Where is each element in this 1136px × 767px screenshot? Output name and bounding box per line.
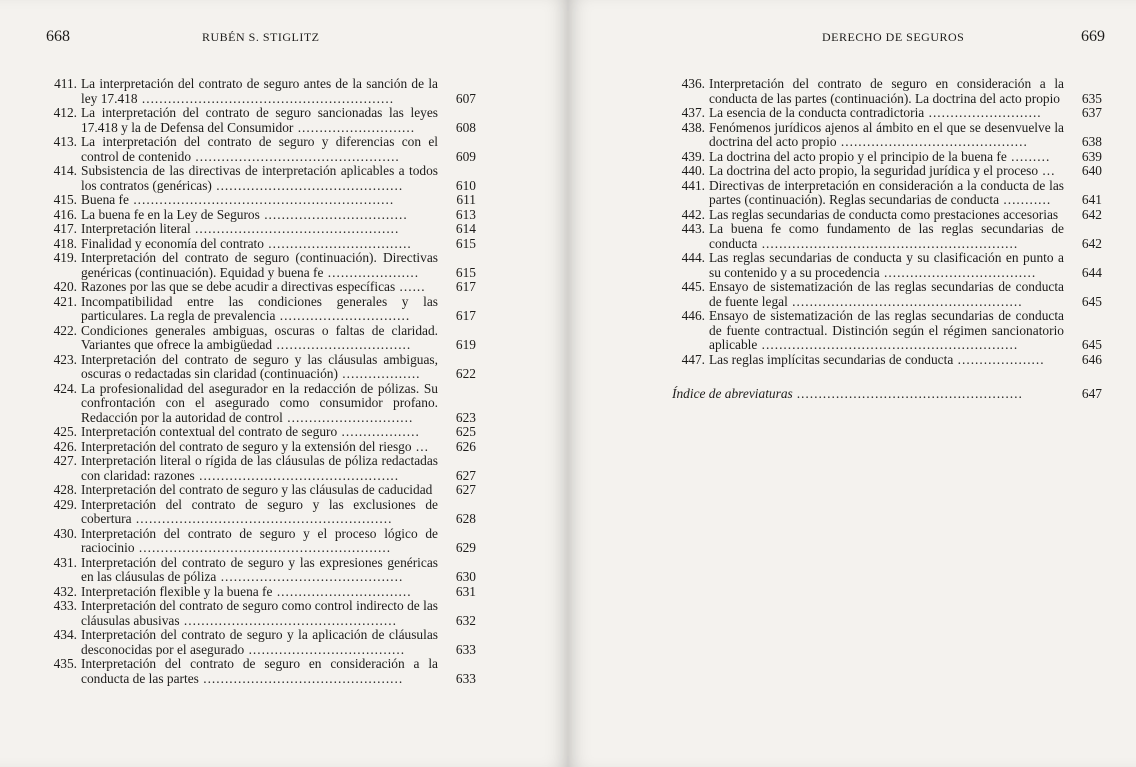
index-entry-title	[672, 387, 1064, 402]
section-number: 418.	[53, 235, 77, 251]
entry-text: Interpretación flexible y la buena fe	[81, 583, 273, 599]
toc-entry	[672, 164, 1102, 179]
entry-text: Interpretación del contrato de seguro y las expresiones genéricas en las cláusulas de póliza	[81, 554, 438, 584]
section-number: 447.	[681, 351, 705, 367]
entry-text: La doctrina del acto propio y el principio de la buena fe	[709, 148, 1007, 164]
entry-text: Interpretación contextual del contrato de seguro	[81, 424, 338, 439]
dot-leader: ..........................................................	[134, 540, 392, 555]
section-number: 444.	[681, 250, 705, 265]
dot-leader: ....................	[953, 351, 1045, 367]
section-title	[81, 353, 438, 382]
page-number: 668	[46, 28, 70, 45]
dot-leader: ...........................................................	[757, 337, 1019, 352]
dot-leader: ...............................................	[190, 221, 400, 236]
entry-text: La profesionalidad del asegurador en la redacción de pólizas. Su confrontación con el asegurado como consumidor profano. Redacción por la autoridad de control	[81, 380, 438, 425]
page-reference: 628	[455, 511, 476, 526]
page-reference: 630	[455, 569, 476, 584]
section-title	[709, 280, 1064, 309]
page-reference: 610	[455, 177, 476, 193]
page-reference: 608	[455, 119, 476, 135]
page-reference: 642	[1081, 206, 1102, 222]
dot-leader: ..............................	[275, 308, 411, 323]
toc-entry	[44, 324, 476, 353]
entry-text: Interpretación del contrato de seguro en consideración a la conducta de las partes (continuación). La doctrina del acto propio	[709, 76, 1064, 106]
page-reference: 615	[455, 235, 476, 251]
section-number: 412.	[53, 105, 77, 120]
toc-entry	[672, 208, 1102, 223]
section-title	[81, 135, 438, 164]
dot-leader: ............................................................	[128, 192, 395, 207]
entry-text: Ensayo de sistematización de las reglas secundarias de conducta de fuente legal	[709, 279, 1064, 309]
section-title	[709, 164, 1064, 179]
entry-text: Buena fe	[81, 192, 129, 207]
section-title	[709, 150, 1064, 165]
dot-leader: .....................	[323, 264, 420, 280]
entry-text: Índice de abreviaturas	[672, 386, 793, 401]
dot-leader: ..................	[337, 424, 420, 439]
section-number: 433.	[53, 598, 77, 613]
toc-entry	[672, 222, 1102, 251]
toc-entry	[44, 440, 476, 455]
section-title	[709, 121, 1064, 150]
entry-text: Razones por las que se debe acudir a directivas específicas	[81, 279, 396, 294]
section-title	[81, 77, 438, 106]
toc-entry	[672, 353, 1102, 368]
dot-leader: ..........................................	[216, 569, 404, 584]
section-number: 437.	[681, 105, 705, 120]
section-number: 425.	[53, 424, 77, 439]
toc-entry	[672, 251, 1102, 280]
section-title	[81, 483, 438, 498]
section-title	[81, 208, 438, 223]
dot-leader: ...............................	[272, 337, 412, 352]
page-reference: 635	[1081, 90, 1102, 106]
page-reference: 625	[455, 424, 476, 439]
dot-leader: ...........................................	[211, 177, 404, 193]
right-page	[568, 0, 1136, 767]
section-number: 417.	[53, 221, 77, 236]
entry-text: Fenómenos jurídicos ajenos al ámbito en el que se desenvuelve la doctrina del acto propio	[709, 119, 1064, 149]
section-number: 439.	[681, 148, 705, 164]
toc-entry	[672, 150, 1102, 165]
section-title	[81, 599, 438, 628]
entry-text: Las reglas secundarias de conducta como prestaciones accesorias	[709, 206, 1059, 222]
toc-entry	[44, 556, 476, 585]
page-reference: 645	[1081, 337, 1102, 352]
entry-text: Interpretación literal	[81, 221, 191, 236]
entry-text: La interpretación del contrato de seguro sancionadas las leyes 17.418 y la de Defensa del Consumidor	[81, 105, 438, 135]
section-title	[81, 280, 438, 295]
section-title	[81, 527, 438, 556]
section-title	[81, 498, 438, 527]
entry-text: Interpretación del contrato de seguro y las cláusulas de caducidad	[81, 482, 433, 497]
toc-entry	[44, 498, 476, 527]
toc-entry	[672, 77, 1102, 106]
section-title	[81, 106, 438, 135]
dot-leader: ..........................................................	[137, 90, 395, 106]
section-number: 424.	[53, 380, 77, 396]
section-number: 422.	[53, 322, 77, 338]
page-reference: 617	[455, 279, 476, 294]
section-title	[81, 628, 438, 657]
page-reference: 640	[1081, 163, 1102, 178]
page-reference: 622	[455, 366, 476, 381]
section-number: 441.	[681, 177, 705, 193]
toc-entry	[44, 628, 476, 657]
section-title	[81, 382, 438, 426]
section-number: 445.	[681, 279, 705, 294]
entry-text: Interpretación del contrato de seguro y las cláusulas ambiguas, oscuras o redactadas sin claridad (continuación)	[81, 351, 438, 381]
section-number: 442.	[681, 206, 705, 222]
toc-entry	[44, 527, 476, 556]
dot-leader: ...	[411, 438, 429, 454]
entry-text: Finalidad y economía del contrato	[81, 235, 264, 251]
page-reference: 632	[455, 612, 476, 628]
section-number: 427.	[53, 453, 77, 468]
dot-leader: ...........................	[293, 119, 416, 135]
section-title	[81, 222, 438, 237]
toc-entry	[44, 135, 476, 164]
toc-entry	[44, 353, 476, 382]
entry-text: Interpretación del contrato de seguro y las exclusiones de cobertura	[81, 496, 438, 526]
page-reference: 613	[455, 206, 476, 222]
page-reference: 638	[1081, 134, 1102, 149]
entry-text: La interpretación del contrato de seguro antes de la sanción de la ley 17.418	[81, 76, 438, 106]
page-reference: 626	[455, 438, 476, 454]
section-title	[81, 454, 438, 483]
page-reference: 631	[455, 583, 476, 599]
page-reference: 609	[455, 148, 476, 164]
toc-entry	[44, 208, 476, 223]
page-reference: 644	[1081, 264, 1102, 280]
entry-text: La esencia de la conducta contradictoria	[709, 105, 925, 120]
section-title	[81, 193, 438, 208]
toc-entry	[672, 121, 1102, 150]
page-reference: 623	[455, 409, 476, 425]
dot-leader: ....................................................	[792, 386, 1024, 401]
toc-entry	[44, 251, 476, 280]
dot-leader: ..................	[337, 366, 421, 381]
toc-entry	[44, 193, 476, 208]
section-title	[81, 425, 438, 440]
dot-leader: ...............................................	[191, 148, 400, 164]
section-title	[709, 222, 1064, 251]
section-title	[709, 106, 1064, 121]
entry-text: Interpretación del contrato de seguro y la aplicación de cláusulas desconocidas por el asegurado	[81, 627, 438, 657]
entry-text: Subsistencia de las directivas de interpretación aplicables a todos los contratos (genéricas)	[81, 163, 438, 193]
page-reference: 611	[456, 192, 476, 207]
toc-entry	[672, 309, 1102, 353]
index-entry	[672, 387, 1102, 402]
section-title	[709, 208, 1064, 223]
section-number: 435.	[53, 656, 77, 671]
toc-entry	[44, 454, 476, 483]
entry-text: Interpretación del contrato de seguro (continuación). Directivas genéricas (continuación). Equidad y buena fe	[81, 250, 438, 280]
toc-entry	[44, 585, 476, 600]
page-reference: 615	[455, 264, 476, 280]
dot-leader: ...............................	[272, 583, 412, 599]
toc-list-right	[672, 77, 1102, 402]
dot-leader: ..........................	[924, 105, 1042, 120]
section-title	[709, 179, 1064, 208]
dot-leader: ...	[1038, 163, 1056, 178]
section-number: 434.	[53, 627, 77, 642]
dot-leader: ...................................	[879, 264, 1037, 280]
page-reference: 645	[1081, 293, 1102, 309]
toc-list-left	[44, 77, 476, 686]
page-reference: 642	[1081, 235, 1102, 251]
dot-leader: ......	[395, 279, 426, 294]
toc-entry	[44, 483, 476, 498]
entry-text: La doctrina del acto propio, la seguridad jurídica y el proceso	[709, 163, 1039, 178]
toc-entry	[44, 295, 476, 324]
page-reference: 617	[455, 308, 476, 323]
dot-leader: .................................................	[179, 612, 397, 628]
toc-entry	[44, 657, 476, 686]
section-number: 421.	[53, 293, 77, 309]
page-reference: 627	[455, 467, 476, 483]
section-number: 443.	[681, 221, 705, 236]
section-title	[81, 440, 438, 455]
dot-leader: .....................................................	[787, 293, 1023, 309]
page-reference: 639	[1081, 148, 1102, 164]
page-reference: 647	[1081, 386, 1102, 401]
entry-text: Ensayo de sistematización de las reglas secundarias de conducta de fuente contractual. Distinción según el régimen sancionatorio aplicable	[709, 308, 1064, 352]
entry-text: La interpretación del contrato de seguro y diferencias con el control de contenido	[81, 134, 438, 164]
entry-text: La buena fe en la Ley de Seguros	[81, 206, 260, 222]
dot-leader: ..............................................	[198, 670, 404, 686]
dot-leader: ...........................................	[836, 134, 1028, 149]
section-title	[709, 77, 1064, 106]
section-title	[709, 251, 1064, 280]
dot-leader: ..............................................	[194, 467, 400, 483]
section-number: 420.	[53, 279, 77, 294]
running-head: DERECHO DE SEGUROS	[822, 30, 965, 44]
section-number: 419.	[53, 250, 77, 265]
section-number: 415.	[53, 192, 77, 207]
section-title	[709, 353, 1064, 368]
dot-leader: .............................	[282, 409, 414, 425]
toc-entry	[44, 599, 476, 628]
section-number: 430.	[53, 525, 77, 541]
page-reference: 607	[455, 90, 476, 106]
toc-entry	[44, 280, 476, 295]
page-reference: 629	[455, 540, 476, 555]
dot-leader: .................................	[263, 235, 412, 251]
section-title	[81, 295, 438, 324]
section-title	[81, 585, 438, 600]
toc-entry	[672, 280, 1102, 309]
section-number: 414.	[53, 163, 77, 178]
section-title	[81, 251, 438, 280]
dot-leader: ....................................	[244, 641, 406, 657]
section-title	[81, 556, 438, 585]
section-number: 428.	[53, 482, 77, 497]
page-reference: 619	[455, 337, 476, 352]
entry-text: Condiciones generales ambiguas, oscuras o faltas de claridad. Variantes que ofrece la ambigüedad	[81, 322, 438, 352]
section-number: 446.	[681, 308, 705, 323]
entry-text: Interpretación del contrato de seguro en consideración a la conducta de las partes	[81, 656, 438, 686]
entry-text: Las reglas implícitas secundarias de conducta	[709, 351, 954, 367]
section-title	[81, 324, 438, 353]
toc-entry	[44, 222, 476, 237]
toc-entry	[44, 382, 476, 426]
toc-entry	[44, 237, 476, 252]
section-title	[81, 237, 438, 252]
page-number: 669	[1081, 28, 1105, 45]
page-reference: 633	[455, 670, 476, 686]
section-number: 423.	[53, 351, 77, 367]
section-number: 436.	[681, 76, 705, 91]
section-number: 438.	[681, 119, 705, 135]
entry-text: Directivas de interpretación en consideración a la conducta de las partes (continuación). Reglas secundarias de conducta	[709, 177, 1064, 207]
section-number: 432.	[53, 583, 77, 599]
page-reference: 637	[1081, 105, 1102, 120]
dot-leader: .........	[1006, 148, 1051, 164]
section-title	[81, 164, 438, 193]
entry-text: Interpretación del contrato de seguro y la extensión del riesgo	[81, 438, 412, 454]
section-title	[81, 657, 438, 686]
page-reference: 646	[1081, 351, 1102, 367]
dot-leader: ...........................................................	[757, 235, 1019, 251]
entry-text: Interpretación del contrato de seguro como control indirecto de las cláusulas abusivas	[81, 598, 438, 628]
section-number: 411.	[54, 76, 77, 91]
section-title	[709, 309, 1064, 353]
running-head: RUBÉN S. STIGLITZ	[202, 30, 320, 44]
entry-text: Interpretación literal o rígida de las cláusulas de póliza redactadas con claridad: razones	[81, 453, 438, 483]
toc-entry	[44, 164, 476, 193]
toc-entry	[44, 425, 476, 440]
dot-leader: ...........................................................	[131, 511, 393, 526]
toc-entry	[672, 106, 1102, 121]
section-number: 416.	[53, 206, 77, 222]
page-reference: 641	[1081, 192, 1102, 207]
toc-entry	[44, 77, 476, 106]
page-reference: 633	[455, 641, 476, 657]
dot-leader: .................................	[259, 206, 408, 222]
entry-text: Interpretación del contrato de seguro y el proceso lógico de raciocinio	[81, 525, 438, 555]
page-reference: 627	[455, 482, 476, 497]
page-reference: 614	[455, 221, 476, 236]
section-number: 431.	[53, 554, 77, 570]
section-number: 413.	[53, 134, 77, 149]
entry-text: La buena fe como fundamento de las reglas secundarias de conducta	[709, 221, 1064, 251]
toc-entry	[672, 179, 1102, 208]
section-number: 426.	[53, 438, 77, 454]
dot-leader: ...........	[999, 192, 1052, 207]
entry-text: Incompatibilidad entre las condiciones generales y las particulares. La regla de prevalencia	[81, 293, 438, 323]
entry-text: Las reglas secundarias de conducta y su clasificación en punto a su contenido y a su procedencia	[709, 250, 1064, 280]
toc-entry	[44, 106, 476, 135]
section-number: 429.	[53, 496, 77, 512]
section-number: 440.	[681, 163, 705, 178]
